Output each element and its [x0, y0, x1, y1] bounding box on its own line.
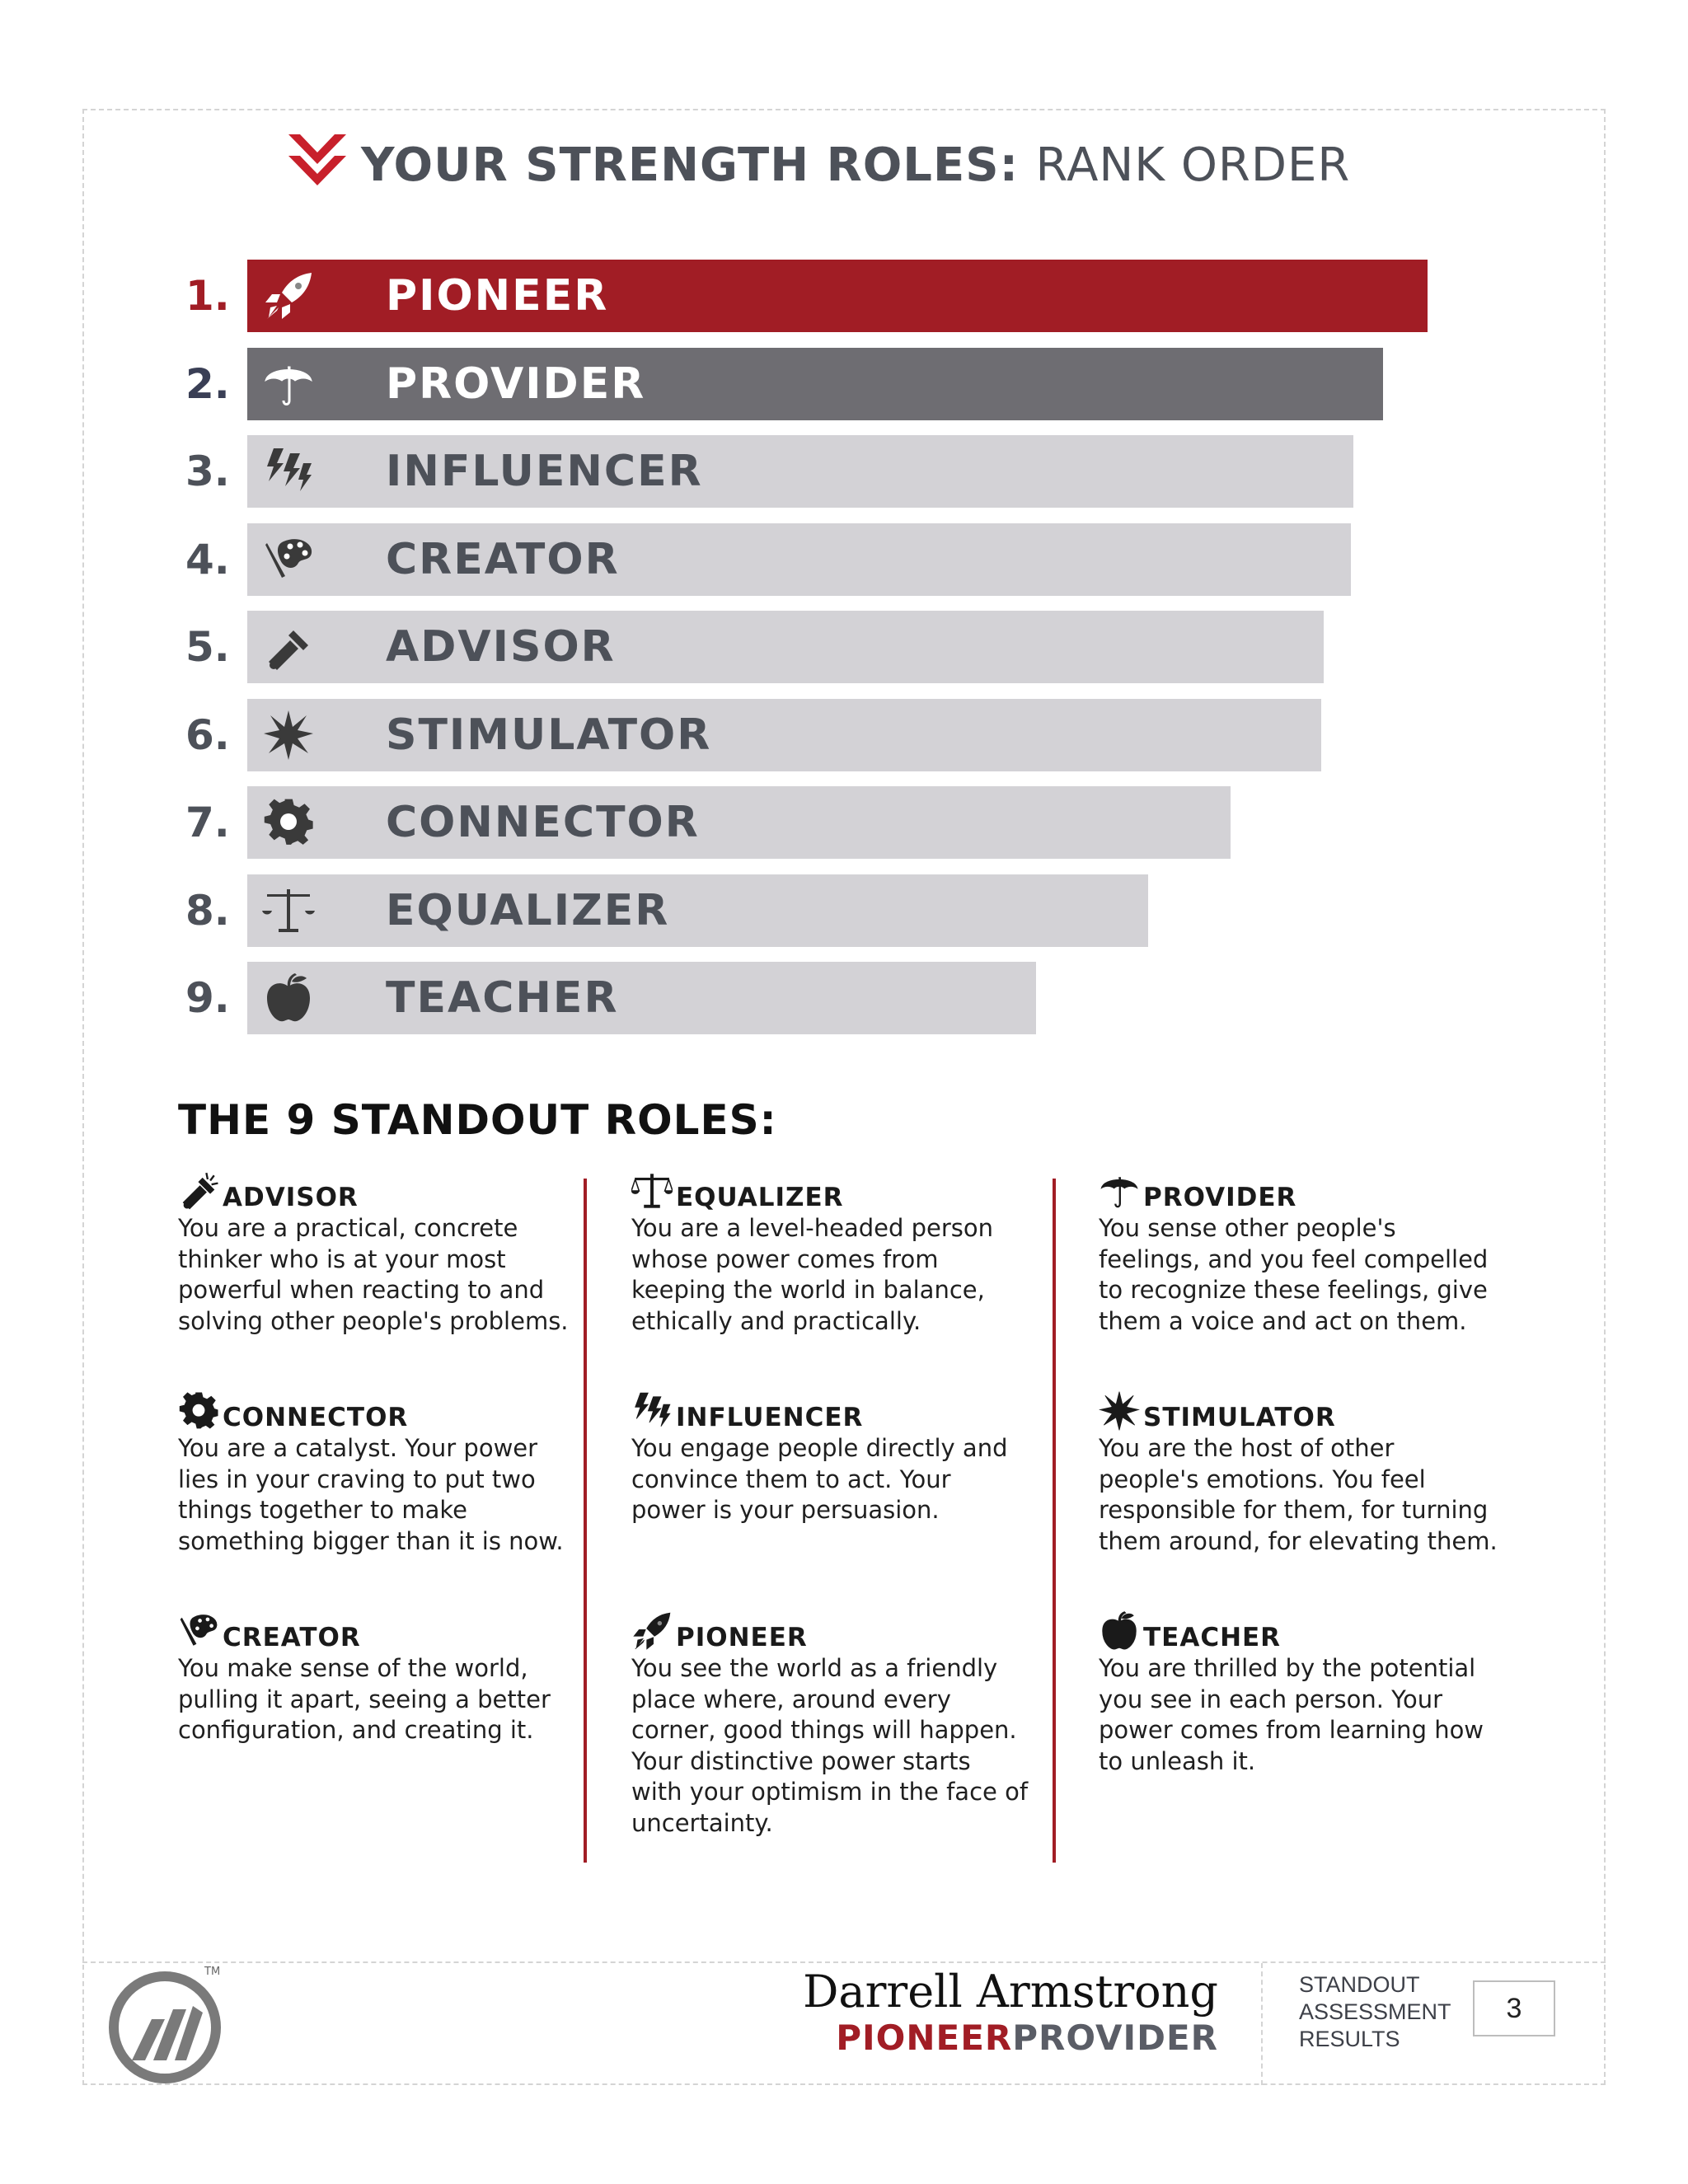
rocket-icon [631, 1610, 673, 1652]
rank-role-name: CONNECTOR [386, 798, 700, 847]
role-description-line: them around, for elevating them. [1099, 1526, 1498, 1555]
starburst-icon [1099, 1390, 1140, 1432]
role-name: STIMULATOR [1143, 1403, 1336, 1432]
umbrella-icon [247, 348, 330, 420]
role-heading [178, 1170, 607, 1212]
role-description [1099, 1213, 1527, 1337]
role-description [631, 1213, 1060, 1337]
rank-number: 7. [185, 799, 230, 846]
role-description-line: lies in your craving to put two [178, 1465, 536, 1493]
apple-icon [247, 962, 330, 1034]
role-description-line: to unleash it. [1099, 1746, 1256, 1775]
role-description-line: something bigger than it is now. [178, 1526, 564, 1555]
role-description-line: with your optimism in the face of [631, 1778, 1029, 1806]
page-number: 3 [1473, 1980, 1555, 2036]
rank-row [185, 260, 609, 332]
role-description-line: responsible for them, for turning [1099, 1496, 1489, 1524]
gear-icon [247, 786, 330, 859]
role-description-line: Your distinctive power starts [631, 1746, 971, 1775]
rank-bar [247, 523, 1351, 596]
gear-icon [178, 1390, 219, 1432]
role-description [1099, 1433, 1527, 1557]
footer-vertical-separator [1261, 1963, 1263, 2085]
lightning-icon [631, 1390, 673, 1432]
role-description-line: you see in each person. Your [1099, 1685, 1443, 1713]
role-description-line: to recognize these feelings, give [1099, 1276, 1488, 1304]
rank-row [185, 874, 670, 947]
lightning-icon [247, 435, 330, 508]
rank-number: 6. [185, 710, 230, 759]
scales-icon [631, 1170, 673, 1212]
rank-role-name: PROVIDER [386, 359, 646, 409]
role-name: CREATOR [223, 1623, 361, 1652]
role-description [178, 1653, 607, 1746]
rank-bar [247, 786, 1231, 859]
rank-number: 8. [185, 886, 230, 935]
umbrella-icon [1099, 1170, 1140, 1212]
role-description-line: You are a level-headed person [631, 1214, 994, 1242]
role-description-line: feelings, and you feel compelled [1099, 1244, 1489, 1273]
rank-bar [247, 699, 1321, 771]
flashlight-icon [178, 1170, 219, 1212]
role-description-line: You are the host of other [1099, 1434, 1395, 1462]
role-description [631, 1433, 1060, 1526]
rank-number: 3. [185, 448, 230, 495]
role-description-line: uncertainty. [631, 1808, 773, 1837]
role-card-equalizer [631, 1170, 1060, 1337]
role-description-line: You sense other people's [1099, 1214, 1396, 1242]
role-name: PIONEER [676, 1623, 808, 1652]
flashlight-icon [247, 611, 330, 683]
rank-row [185, 435, 703, 508]
role-name: ADVISOR [223, 1183, 359, 1212]
primary-role: PIONEER [836, 2018, 1013, 2058]
rank-bar [247, 348, 1383, 420]
role-description-line: ethically and practically. [631, 1306, 921, 1335]
role-description-line: You see the world as a friendly [631, 1654, 998, 1682]
rank-number: 2. [185, 359, 230, 408]
rank-row [185, 786, 700, 859]
role-combination [836, 2018, 1218, 2058]
role-name: CONNECTOR [223, 1403, 409, 1432]
role-heading [1099, 1170, 1527, 1212]
role-description-line: You make sense of the world, [178, 1654, 528, 1682]
rank-number: 5. [185, 623, 230, 671]
role-heading [631, 1170, 1060, 1212]
starburst-icon [247, 699, 330, 771]
rank-row [185, 962, 619, 1034]
role-description [178, 1213, 607, 1337]
role-card-teacher [1099, 1610, 1527, 1777]
person-name: Darrell Armstrong [803, 1966, 1218, 2018]
role-heading [631, 1610, 1060, 1652]
rank-role-name: TEACHER [386, 973, 619, 1023]
rank-bar [247, 962, 1036, 1034]
role-card-stimulator [1099, 1390, 1527, 1557]
footer-separator [82, 1961, 1606, 1963]
role-description [178, 1433, 607, 1557]
rank-bar [247, 611, 1324, 683]
role-description-line: corner, good things will happen. [631, 1716, 1017, 1744]
palette-icon [178, 1610, 219, 1652]
role-heading [178, 1610, 607, 1652]
rank-bar [247, 874, 1148, 947]
role-card-influencer [631, 1390, 1060, 1526]
secondary-role: PROVIDER [1012, 2018, 1218, 2058]
rank-bar [247, 435, 1353, 508]
rocket-icon [247, 260, 330, 332]
role-description-line: people's emotions. You feel [1099, 1465, 1426, 1493]
role-description-line: You are a practical, concrete [178, 1214, 518, 1242]
role-heading [178, 1390, 607, 1432]
rank-row [185, 611, 616, 683]
role-description-line: thinker who is at your most [178, 1244, 506, 1273]
role-card-connector [178, 1390, 607, 1557]
role-card-advisor [178, 1170, 607, 1337]
role-description [1099, 1653, 1527, 1777]
role-description-line: keeping the world in balance, [631, 1276, 985, 1304]
role-card-pioneer [631, 1610, 1060, 1839]
double-chevron-down-icon [288, 134, 346, 195]
role-description-line: power is your persuasion. [631, 1496, 940, 1524]
page-title: YOUR STRENGTH ROLES: RANK ORDER [361, 138, 1351, 192]
rank-row [185, 699, 712, 771]
role-name: INFLUENCER [676, 1403, 864, 1432]
role-description-line: configuration, and creating it. [178, 1716, 534, 1744]
role-name: EQUALIZER [676, 1183, 844, 1212]
rank-role-name: STIMULATOR [386, 710, 712, 760]
role-heading [1099, 1390, 1527, 1432]
role-name: PROVIDER [1143, 1183, 1297, 1212]
rank-row [185, 523, 620, 596]
role-description-line: pulling it apart, seeing a better [178, 1685, 551, 1713]
rank-role-name: CREATOR [386, 534, 620, 584]
role-card-creator [178, 1610, 607, 1746]
role-description-line: them a voice and act on them. [1099, 1306, 1467, 1335]
report-label: STANDOUT ASSESSMENT RESULTS [1299, 1972, 1451, 2051]
role-description-line: convince them to act. Your [631, 1465, 951, 1493]
role-description-line: power comes from learning how [1099, 1716, 1484, 1744]
standout-logo-icon [107, 1970, 223, 2085]
rank-number: 9. [185, 974, 230, 1022]
rank-role-name: INFLUENCER [386, 447, 703, 496]
role-name: TEACHER [1143, 1623, 1282, 1652]
role-description [631, 1653, 1060, 1839]
role-description-line: solving other people's problems. [178, 1306, 569, 1335]
page-header [288, 132, 1350, 198]
scales-icon [247, 874, 330, 947]
role-description-line: place where, around every [631, 1685, 951, 1713]
rank-role-name: PIONEER [386, 271, 609, 321]
role-description-line: powerful when reacting to and [178, 1276, 545, 1304]
role-description-line: things together to make [178, 1496, 467, 1524]
role-description-line: You are thrilled by the potential [1099, 1654, 1476, 1682]
rank-number: 1. [185, 272, 230, 320]
apple-icon [1099, 1610, 1140, 1652]
role-heading [631, 1390, 1060, 1432]
role-heading [1099, 1610, 1527, 1652]
role-description-line: You engage people directly and [631, 1434, 1008, 1462]
roles-section-title: THE 9 STANDOUT ROLES: [178, 1096, 777, 1144]
palette-icon [247, 523, 330, 596]
role-description-line: You are a catalyst. Your power [178, 1434, 538, 1462]
role-card-provider [1099, 1170, 1527, 1337]
rank-role-name: ADVISOR [386, 622, 616, 672]
trademark-mark: TM [204, 1966, 221, 1978]
rank-bar [247, 260, 1428, 332]
rank-number: 4. [185, 535, 230, 583]
rank-row [185, 348, 646, 420]
role-description-line: whose power comes from [631, 1244, 939, 1273]
rank-role-name: EQUALIZER [386, 885, 670, 935]
